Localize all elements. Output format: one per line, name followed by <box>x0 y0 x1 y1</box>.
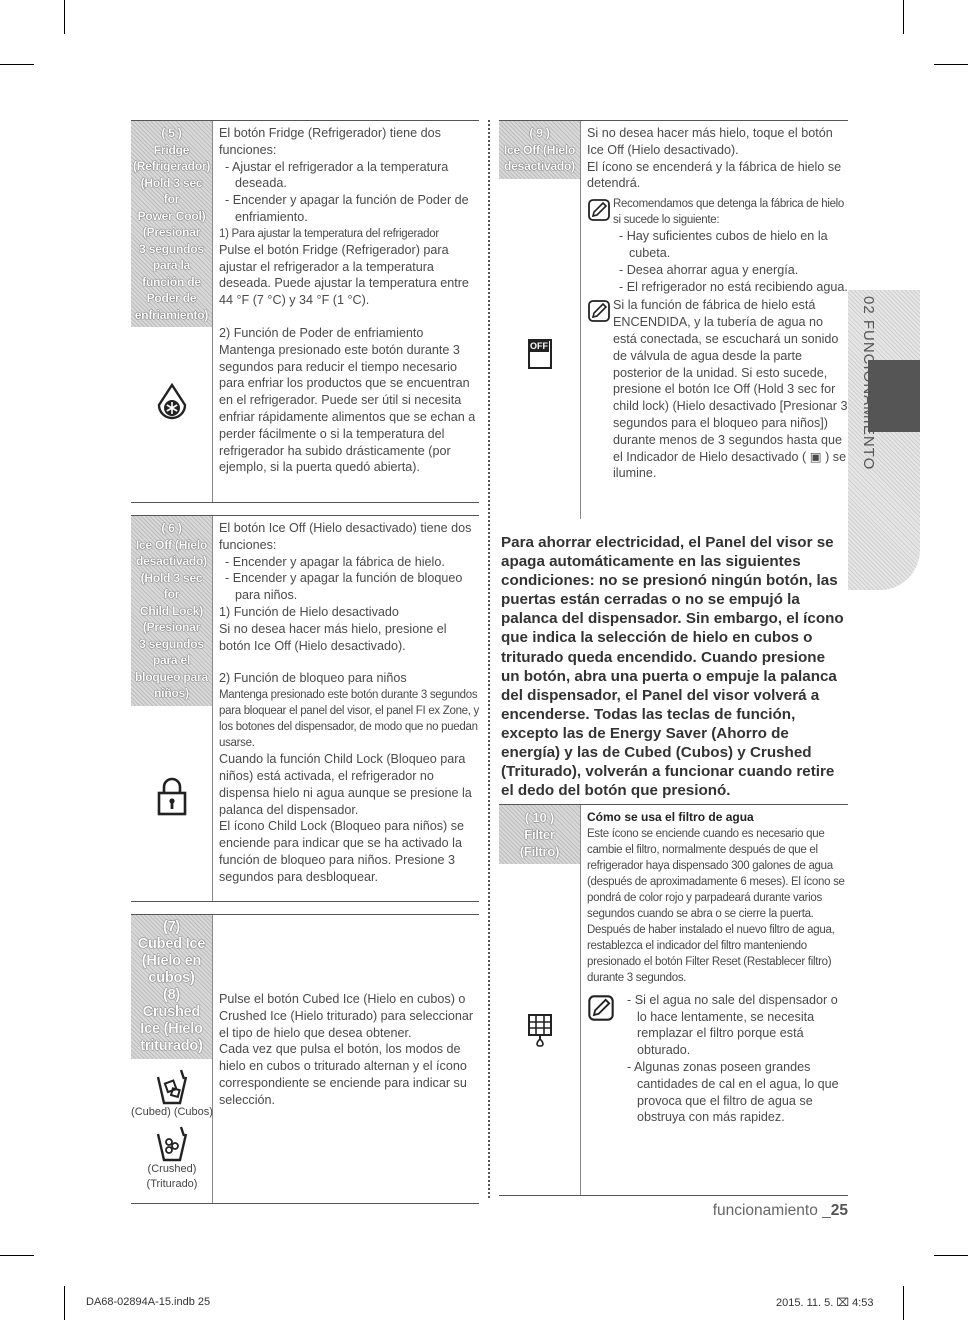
filter-text: Después de haber instalado el nuevo filtro de agua, restablezca el indicador del filtro manteniendo presionado el botón Filter Reset (Restablecer filtro) durante 3 segundos. <box>587 923 835 984</box>
label-line: Ice Off (Hielo <box>135 537 208 552</box>
fridge-label <box>131 121 212 327</box>
label-line: para la <box>152 258 191 272</box>
filter-heading: Cómo se usa el filtro de agua <box>587 810 754 824</box>
label-line: (8) <box>162 987 181 1003</box>
label-line: (Hold 3 sec for <box>140 175 203 206</box>
filter-label <box>499 805 580 864</box>
label-line: 3 segundos <box>139 636 204 651</box>
label-line: enfriamiento) <box>134 307 209 322</box>
ice-off-bullet: - Encender y apagar la fábrica de hielo. <box>225 554 445 569</box>
filter-icon <box>527 1013 553 1047</box>
note-text: Recomendamos que detenga la fábrica de hielo si sucede lo siguiente: <box>613 198 845 227</box>
ice-off-9-label <box>499 121 580 179</box>
crushed-caption: (Crushed) <box>147 1163 197 1175</box>
label-line: Poder de <box>146 291 197 305</box>
power-cool-icon <box>155 383 189 423</box>
ice-off-icon-text: OFF <box>530 341 548 351</box>
label-line: Child Lock) <box>139 603 204 618</box>
chapter-tab-text: 02 FUNCIONAMIENTO <box>860 296 877 471</box>
ice-off-intro: El botón Ice Off (Hielo desactivado) tiene dos funciones: <box>219 521 472 552</box>
label-line: Ice (Hielo <box>140 1021 203 1037</box>
label-line: cubos) <box>148 970 195 986</box>
label-line: niños) <box>154 686 189 700</box>
ice-off-heading: 1) Función de Hielo desactivado <box>219 604 399 619</box>
label-line: desactivado) <box>136 554 207 568</box>
label-line: (Hold 3 sec for <box>140 570 203 601</box>
label-line: desactivado) <box>504 159 575 173</box>
cubed-crushed-text: Pulse el botón Cubed Ice (Hielo en cubos) o Crushed Ice (Hielo triturado) para seleccionar el tipo de hielo que desea obtener. <box>219 992 474 1040</box>
crop-mark <box>934 64 968 65</box>
crop-mark <box>903 0 904 34</box>
cubed-ice-icon <box>155 1067 189 1105</box>
label-line: bloqueo para <box>135 669 208 684</box>
page-number: 25 <box>830 1202 848 1219</box>
label-line: Power Cool) <box>137 208 206 223</box>
fridge-subheading: 1) Para ajustar la temperatura del refrigerador <box>219 227 439 240</box>
note-bullet: - Algunas zonas poseen grandes cantidades de cal en el agua, lo que provoca que el filtro de agua se obstruya con más rapidez. <box>627 1059 839 1125</box>
label-line: función de <box>142 274 201 289</box>
power-cool-heading: 2) Función de Poder de enfriamiento <box>219 325 424 340</box>
ice-off-9-text: Si no desea hacer más hielo, toque el botón Ice Off (Hielo desactivado). <box>587 126 833 157</box>
label-line: (Hielo en <box>141 953 202 969</box>
cubed-crushed-text: Cada vez que pulsa el botón, los modos de hielo en cubos o triturado alternan y el ícono correspondiente se enciende para indicar su selección. <box>219 1042 467 1107</box>
fridge-intro: El botón Fridge (Refrigerador) tiene dos funciones: <box>219 126 441 157</box>
label-line: Crushed <box>142 1004 201 1020</box>
cubed-caption: (Cubed) (Cubos) <box>131 1106 213 1118</box>
label-line: (Filtro) <box>519 844 560 859</box>
crop-mark <box>934 1255 968 1256</box>
label-line: ( 6 ) <box>161 521 182 535</box>
label-line: Cubed Ice <box>137 936 206 952</box>
ice-off-text: Si no desea hacer más hielo, presione el botón Ice Off (Hielo desactivado). <box>219 621 447 653</box>
label-line: (7) <box>162 919 181 935</box>
ice-off-9-section <box>499 120 848 519</box>
child-lock-text: Cuando la función Child Lock (Bloqueo para niños) está activada, el refrigerador no dispensa hielo ni agua aunque se presione la palanca del dispensador. <box>219 752 472 817</box>
child-lock-heading: 2) Función de bloqueo para niños <box>219 671 407 686</box>
fridge-temp-text: Pulse el botón Fridge (Refrigerador) para ajustar el refrigerador a la temperatura deseada. Puede ajustar la temperatura entre 44 °F (7 °C) y 34 °F (1 °C). <box>219 242 469 308</box>
power-cool-text: Mantenga presionado este botón durante 3 segundos para reducir el tiempo necesario para enfriar los productos que se encuentran en el refrigerador. Puede ser útil si necesita enfriar rápidamente alimentos que se echan a perder fácilmente o si la temperatura del refrigerador ha subido drásticamente (por ejemplo, si la puerta quedó abierta). <box>219 342 476 475</box>
label-line: Filter <box>524 827 555 842</box>
filter-section <box>499 804 848 1196</box>
label-line: para el <box>152 653 191 667</box>
label-line: (Presionar <box>142 225 201 239</box>
fridge-section <box>131 120 479 503</box>
print-date-info: 2015. 11. 5. ⌧ 4:53 <box>776 1297 874 1309</box>
note-bullet: - Hay suficientes cubos de hielo en la cubeta. <box>619 229 828 260</box>
note-bullet: - Si el agua no sale del dispensador o lo hace lentamente, se necesita remplazar el filtro porque está obturado. <box>627 992 838 1058</box>
label-line: triturado) <box>140 1038 203 1054</box>
page-footer <box>700 1202 848 1220</box>
cubed-crushed-section <box>131 914 479 1204</box>
label-line: Fridge <box>153 142 190 157</box>
print-file-info: DA68-02894A-15.indb 25 <box>86 1296 211 1308</box>
label-line: 3 segundos <box>139 241 204 256</box>
right-column <box>499 120 848 519</box>
note-icon <box>587 299 611 323</box>
ice-off-9-text: El ícono se encenderá y la fábrica de hielo se detendrá. <box>587 159 842 191</box>
label-line: Ice Off (Hielo <box>503 142 576 157</box>
child-lock-icon <box>155 776 189 816</box>
fridge-bullet: - Encender y apagar la función de Poder de enfriamiento. <box>225 193 469 224</box>
crop-mark <box>64 0 65 34</box>
label-line: ( 9 ) <box>529 126 550 140</box>
ice-off-indicator-icon <box>528 339 552 369</box>
note-bullet: - Desea ahorrar agua y energía. <box>619 262 799 277</box>
label-line: (Refrigerador) <box>133 159 211 173</box>
crushed-ice-icon <box>155 1124 189 1162</box>
left-column <box>131 120 479 1204</box>
ice-off-bullet: - Encender y apagar la función de bloqueo para niños. <box>225 571 463 603</box>
crop-mark <box>903 1286 904 1320</box>
note-bullet: - El refrigerador no está recibiendo agua. <box>619 279 848 294</box>
label-line: ( 5 ) <box>161 126 182 140</box>
column-separator <box>488 120 490 1198</box>
label-line: ( 10 ) <box>524 810 555 825</box>
label-line: (Presionar <box>142 620 201 634</box>
fridge-bullet: - Ajustar el refrigerador a la temperatura deseada. <box>225 159 449 191</box>
footer-text: funcionamiento _ <box>712 1202 831 1219</box>
crop-mark <box>0 1255 34 1256</box>
filter-text: Este ícono se enciende cuando es necesario que cambie el filtro, normalmente después de que el refrigerador haya dispensado 300 galones de agua (después de aproximadamente 6 meses). El ícono se pondrá de color rojo y parpadeará durante varios segundos cuando se abra o se cierre la puerta. <box>587 827 845 920</box>
ice-off-section <box>131 515 479 902</box>
crop-mark <box>64 1286 65 1320</box>
note-text: Si la función de fábrica de hielo está ENCENDIDA, y la tubería de agua no está conectada, se escuchará un sonido de válvula de agua desde la parte posterior de la unidad. Si esto sucede, presione el botón Ice Off (Hold 3 sec for child lock) (Hielo desactivado [Presionar 3 segundos para el bloqueo para niños]) durante menos de 3 segundos hasta que el Indicador de Hielo desactivado ( ▣ ) se ilumine. <box>613 298 848 481</box>
chapter-tab <box>848 290 920 590</box>
note-icon <box>587 994 615 1022</box>
energy-saving-note: Para ahorrar electricidad, el Panel del visor se apaga automáticamente en las siguientes condiciones: no se presionó ningún botón, las puertas están cerradas o no se empujó la palanca del dispensador. Sin embargo, el ícono que indica la selección de hielo en cubos o triturado queda encendido. Cuando presione un botón, abra una puerta o empuje la palanca del dispensador, el Panel del visor volverá a encenderse. Todas las teclas de función, excepto las de Energy Saver (Ahorro de energía) y las de Cubed (Cubos) y Crushed (Triturado), volverán a funcionar cuando retire el dedo del botón que presionó. <box>501 534 844 800</box>
cubed-crushed-label <box>131 915 212 1059</box>
child-lock-text: Mantenga presionado este botón durante 3 segundos para bloquear el panel del visor, el panel FI ex Zone, y los botones del dispensador, de modo que no puedan usarse. <box>219 689 480 750</box>
crop-mark <box>0 64 34 65</box>
ice-off-label <box>131 516 212 706</box>
child-lock-text: El ícono Child Lock (Bloqueo para niños) se enciende para indicar que se ha activado la función de bloqueo para niños. Presione 3 segundos para desbloquear. <box>219 819 465 884</box>
crushed-caption: (Triturado) <box>146 1178 198 1190</box>
note-icon <box>587 198 611 222</box>
